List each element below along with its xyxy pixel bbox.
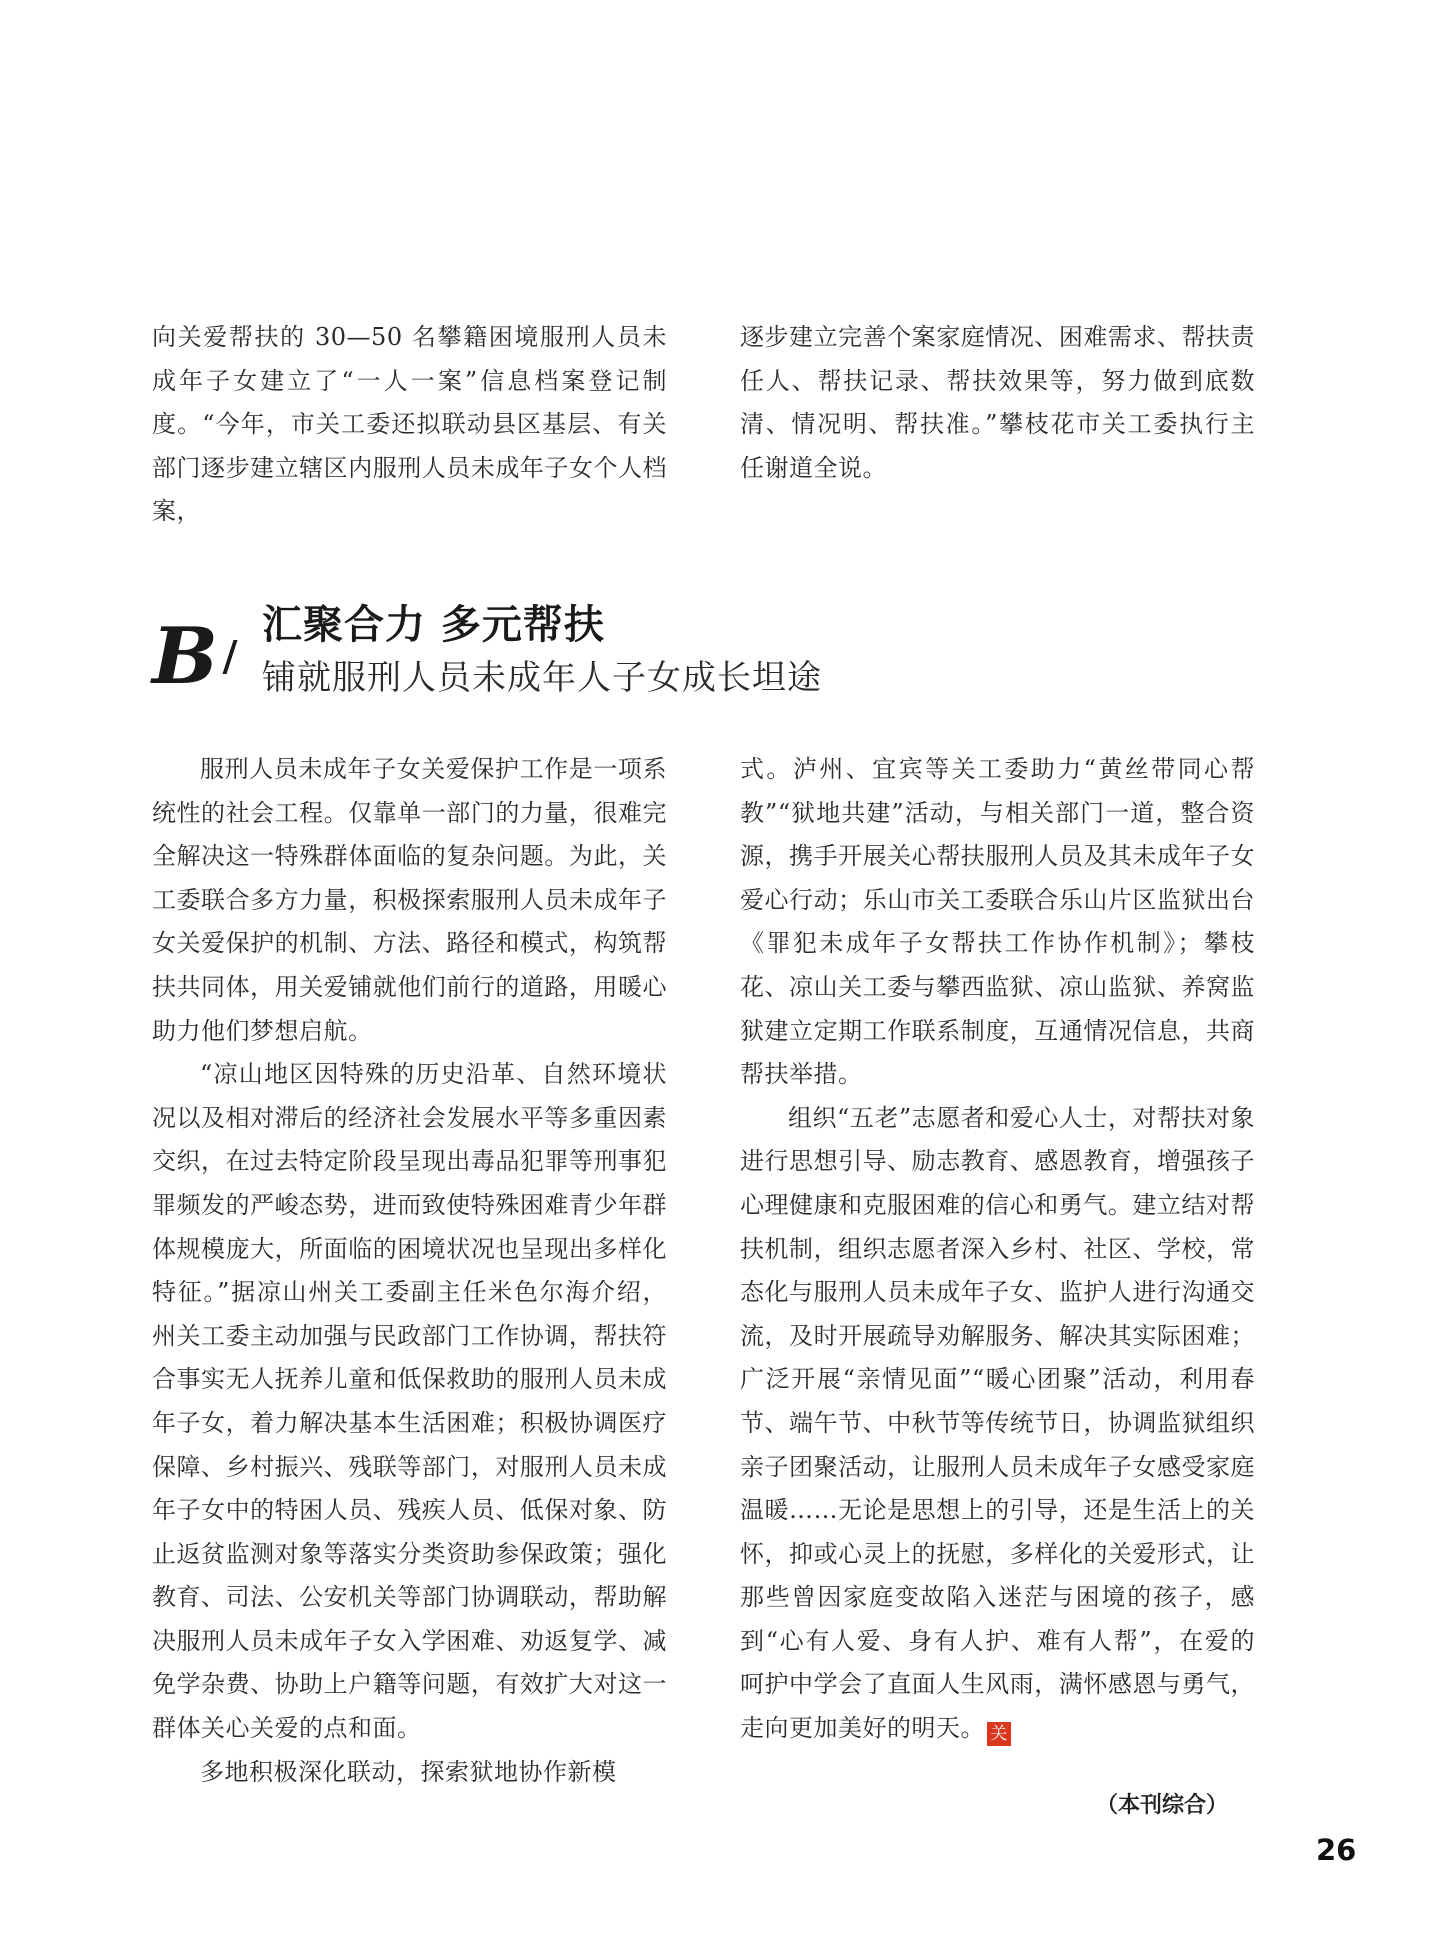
article-source: （本刊综合） bbox=[1096, 1793, 1229, 1818]
section-letter: B bbox=[152, 611, 218, 702]
page-number: 26 bbox=[1316, 1833, 1357, 1867]
section-slash-divider bbox=[222, 640, 237, 674]
body-paragraph: 服刑人员未成年子女关爱保护工作是一项系统性的社会工程。仅靠单一部门的力量，很难完全解决这一特殊群体面临的复杂问题。为此，关工委联合多方力量，积极探索服刑人员未成年子女关爱保护的机制、方法、路径和模式，构筑帮扶共同体，用关爱铺就他们前行的道路，用暖心助力他们梦想启航。 bbox=[152, 755, 667, 1045]
final-paragraph-text: 组织“五老”志愿者和爱心人士，对帮扶对象进行思想引导、励志教育、感恩教育，增强孩子心理健康和克服困难的信心和勇气。建立结对帮扶机制，组织志愿者深入乡村、社区、学校，常态化与服刑人员未成年子女、监护人进行沟通交流，及时开展疏导劝解服务、解决其实际困难；广泛开展“亲情见面”“暖心团聚”活动，利用春节、端午节、中秋节等传统节日，协调监狱组织亲子团聚活动，让服刑人员未成年子女感受家庭温暖……无论是思想上的引导，还是生活上的关怀，抑或心灵上的抚慰，多样化的关爱形式，让那些曾因家庭变故陷入迷茫与困境的孩子，感到“心有人爱、身有人护、难有人帮”，在爱的呵护中学会了直面人生风雨，满怀感恩与勇气，走向更加美好的明天。 bbox=[740, 1103, 1255, 1743]
body-paragraph: “凉山地区因特殊的历史沿革、自然环境状况以及相对滞后的经济社会发展水平等多重因素交织，在过去特定阶段呈现出毒品犯罪等刑事犯罪频发的严峻态势，进而致使特殊困难青少年群体规模庞大，所面临的困境状况也呈现出多样化特征。”据凉山州关工委副主任米色尔海介绍，州关工委主动加强与民政部门工作协调，帮扶符合事实无人抚养儿童和低保救助的服刑人员未成年子女，着力解决基本生活困难；积极协调医疗保障、乡村振兴、残联等部门，对服刑人员未成年子女中的特困人员、残疾人员、低保对象、防止返贫监测对象等落实分类资助参保政策；强化教育、司法、公安机关等部门协调联动，帮助解决服刑人员未成年子女入学困难、劝返复学、减免学杂费、协助上户籍等问题，有效扩大对这一群体关心关爱的点和面。 bbox=[152, 1060, 667, 1743]
top-left-paragraph: 向关爱帮扶的 30—50 名攀籍困境服刑人员未成年子女建立了“一人一案”信息档案登记制度。“今年，市关工委还拟联动县区基层、有关部门逐步建立辖区内服刑人员未成年子女个人档案， bbox=[152, 323, 667, 526]
top-left-column bbox=[152, 316, 667, 534]
main-left-column bbox=[152, 748, 667, 1794]
section-title: 汇聚合力 多元帮扶 bbox=[262, 602, 605, 648]
section-b-heading bbox=[152, 600, 952, 710]
body-paragraph-final bbox=[740, 1097, 1255, 1751]
section-subtitle: 铺就服刑人员未成年人子女成长坦途 bbox=[262, 658, 822, 698]
end-mark-icon: 关 bbox=[987, 1722, 1011, 1746]
top-right-paragraph: 逐步建立完善个案家庭情况、困难需求、帮扶责任人、帮扶记录、帮扶效果等，努力做到底数清、情况明、帮扶准。”攀枝花市关工委执行主任谢道全说。 bbox=[740, 323, 1255, 482]
main-right-column bbox=[740, 748, 1255, 1751]
body-paragraph: 多地积极深化联动，探索狱地协作新模 bbox=[200, 1757, 617, 1786]
top-right-column bbox=[740, 316, 1255, 490]
body-paragraph: 式。泸州、宜宾等关工委助力“黄丝带同心帮教”“狱地共建”活动，与相关部门一道，整合资源，携手开展关心帮扶服刑人员及其未成年子女爱心行动；乐山市关工委联合乐山片区监狱出台《罪犯未成年子女帮扶工作协作机制》；攀枝花、凉山关工委与攀西监狱、凉山监狱、养窝监狱建立定期工作联系制度，互通情况信息，共商帮扶举措。 bbox=[740, 755, 1255, 1089]
